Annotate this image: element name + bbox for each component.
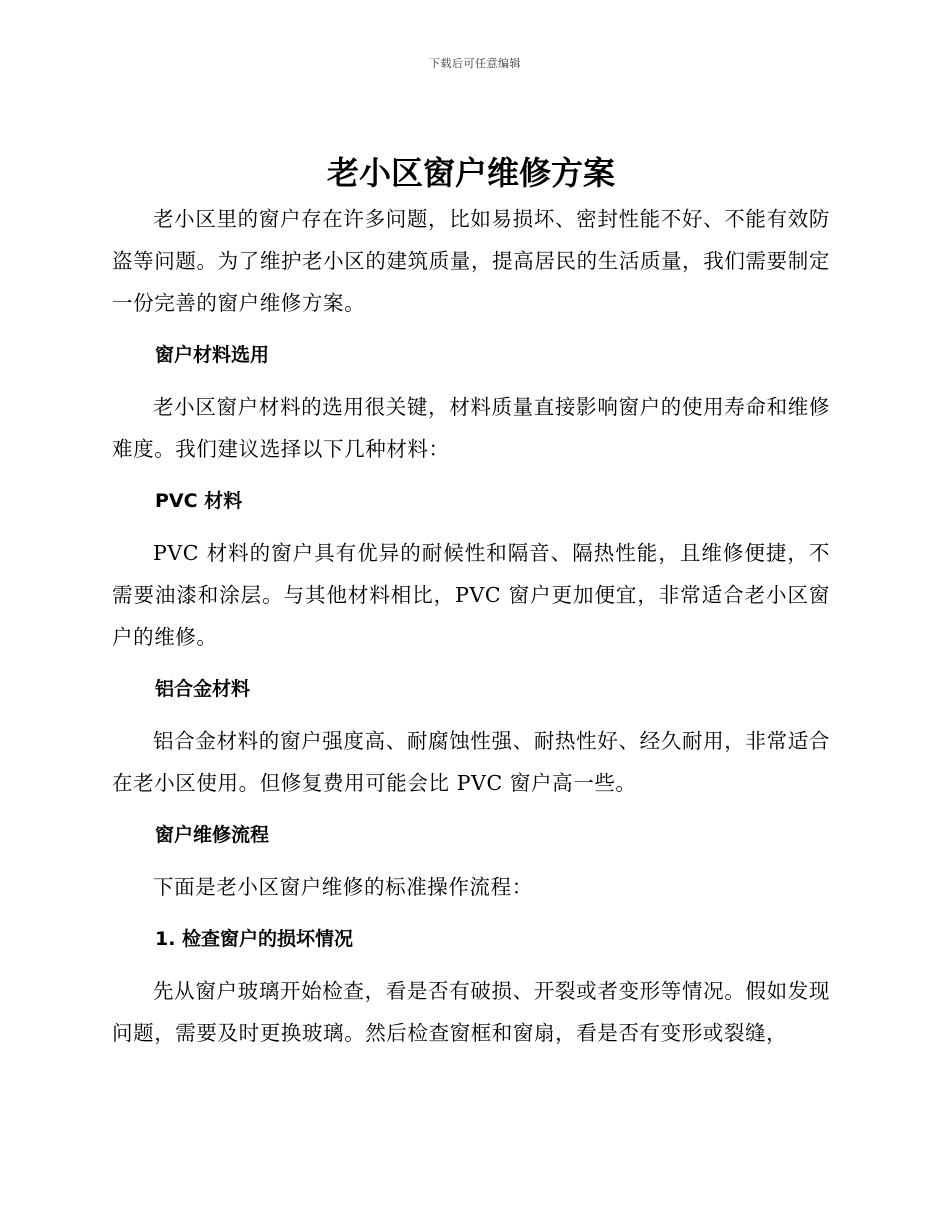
spacer	[112, 960, 830, 970]
document-body	[112, 148, 830, 1054]
section-paragraph-materials: 老小区窗户材料的选用很关键，材料质量直接影响窗户的使用寿命和维修难度。我们建议选择以下几种材料：	[112, 395, 830, 461]
spacer	[112, 470, 830, 480]
section-paragraph-aluminum: 铝合金材料的窗户强度高、耐腐蚀性强、耐热性好、经久耐用，非常适合在老小区使用。但修复费用可能会比 PVC 窗户高一些。	[112, 729, 830, 795]
spacer	[112, 710, 830, 720]
spacer	[112, 856, 830, 866]
section-heading-inspection: 1. 检查窗户的损坏情况	[155, 928, 354, 950]
spacer	[112, 522, 830, 532]
section-paragraph-process: 下面是老小区窗户维修的标准操作流程：	[153, 875, 533, 899]
spacer	[112, 658, 830, 668]
section-paragraph-pvc: PVC 材料的窗户具有优异的耐候性和隔音、隔热性能，且维修便捷，不需要油漆和涂层。与其他材料相比，PVC 窗户更加便宜，非常适合老小区窗户的维修。	[112, 541, 830, 649]
section-heading-aluminum: 铝合金材料	[155, 678, 251, 700]
section-heading-materials: 窗户材料选用	[155, 344, 270, 366]
page-header: 下载后可任意编辑	[429, 57, 521, 70]
document-title: 老小区窗户维修方案	[326, 154, 615, 192]
section-paragraph-inspection: 先从窗户玻璃开始检查，看是否有破损、开裂或者变形等情况。假如发现问题，需要及时更换玻璃。然后检查窗框和窗扇，看是否有变形或裂缝，	[112, 979, 830, 1045]
spacer	[112, 324, 830, 334]
spacer	[112, 804, 830, 814]
spacer	[112, 376, 830, 386]
spacer	[112, 908, 830, 918]
intro-paragraph: 老小区里的窗户存在许多问题，比如易损坏、密封性能不好、不能有效防盗等问题。为了维护老小区的建筑质量，提高居民的生活质量，我们需要制定一份完善的窗户维修方案。	[112, 207, 830, 315]
section-heading-pvc: PVC 材料	[155, 490, 243, 512]
section-heading-process: 窗户维修流程	[155, 824, 270, 846]
